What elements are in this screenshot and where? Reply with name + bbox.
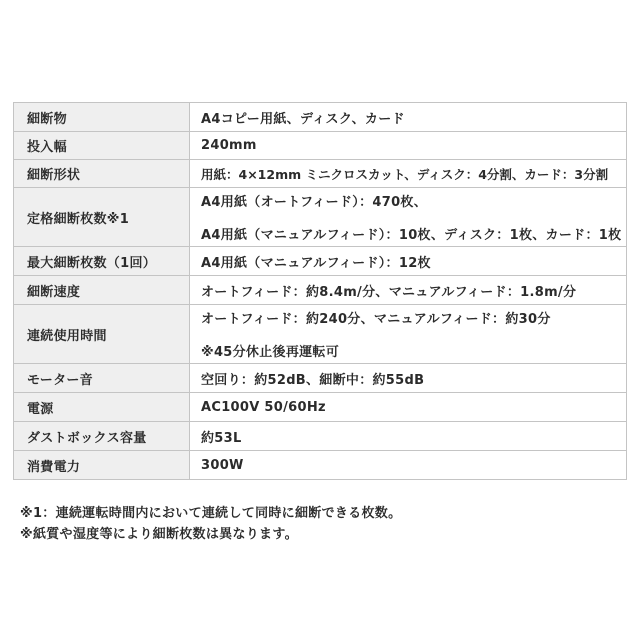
spec-value-line: 空回り：約52dB、細断中：約55dB	[201, 372, 425, 388]
spec-label: 定格細断枚数※1	[14, 188, 190, 247]
footnote: ※紙質や湿度等により細断枚数は異なります。	[20, 527, 298, 542]
spec-value-line: ※45分休止後再運転可	[201, 345, 340, 360]
spec-label: 投入幅	[14, 132, 190, 160]
spec-value-line: 240mm	[201, 138, 257, 153]
spec-value	[190, 247, 627, 276]
spec-label: 細断物	[14, 103, 190, 132]
spec-row	[14, 160, 627, 188]
spec-value	[190, 393, 627, 422]
spec-row	[14, 305, 627, 364]
spec-label: 最大細断枚数（1回）	[14, 247, 190, 276]
spec-row	[14, 451, 627, 480]
spec-value	[190, 451, 627, 480]
spec-value-line: 300W	[201, 457, 244, 473]
footnote: ※1：連続運転時間内において連続して同時に細断できる枚数。	[20, 506, 402, 521]
spec-label: 細断速度	[14, 276, 190, 305]
spec-value-line: A4コピー用紙、ディスク、カード	[201, 111, 405, 127]
spec-label: 消費電力	[14, 451, 190, 480]
spec-value-line: A4用紙（オートフィード）：470枚、	[201, 195, 428, 210]
spec-value	[190, 305, 627, 364]
spec-value-line: AC100V 50/60Hz	[201, 399, 326, 415]
spec-value-line: A4用紙（マニュアルフィード）：10枚、ディスク：1枚、カード：1枚	[201, 228, 622, 243]
spec-value	[190, 188, 627, 247]
spec-label: 連続使用時間	[14, 305, 190, 364]
spec-row	[14, 422, 627, 451]
spec-value	[190, 364, 627, 393]
spec-value-line: 約53L	[201, 430, 242, 446]
spec-table-body	[14, 103, 627, 480]
spec-value-line: 用紙：4×12mm ミニクロスカット、ディスク：4分割、カード：3分割	[201, 166, 609, 182]
spec-label: ダストボックス容量	[14, 422, 190, 451]
footnotes	[20, 503, 620, 545]
spec-value	[190, 132, 627, 160]
spec-value	[190, 103, 627, 132]
spec-value	[190, 160, 627, 188]
spec-row	[14, 393, 627, 422]
spec-label: 電源	[14, 393, 190, 422]
spec-value-line: オートフィード：約240分、マニュアルフィード：約30分	[201, 312, 551, 327]
spec-value-line: オートフィード：約8.4m/分、マニュアルフィード：1.8m/分	[201, 284, 577, 300]
spec-row	[14, 103, 627, 132]
spec-row	[14, 188, 627, 247]
spec-row	[14, 247, 627, 276]
spec-value	[190, 276, 627, 305]
spec-value-line: A4用紙（マニュアルフィード）：12枚	[201, 255, 431, 271]
spec-value	[190, 422, 627, 451]
spec-row	[14, 276, 627, 305]
spec-label: 細断形状	[14, 160, 190, 188]
spec-row	[14, 364, 627, 393]
spec-table	[13, 102, 627, 480]
spec-label: モーター音	[14, 364, 190, 393]
spec-row	[14, 132, 627, 160]
